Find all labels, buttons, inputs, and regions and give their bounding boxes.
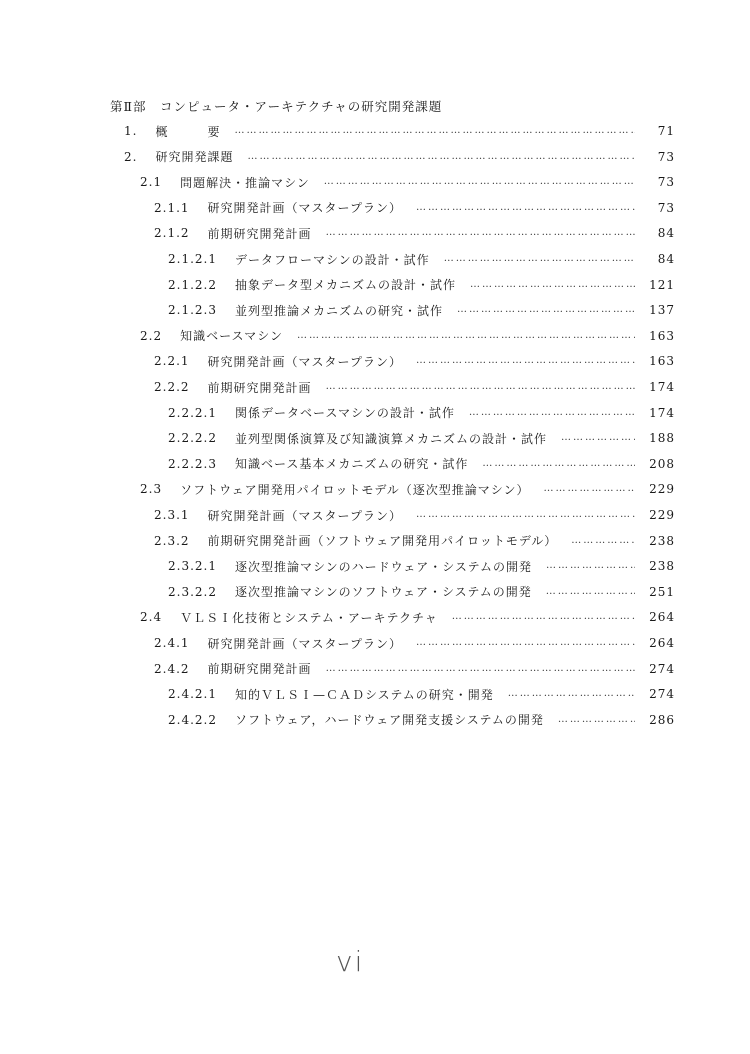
toc-entry-number: 2.4.2.2 [168,712,217,727]
toc-entry-number: 2.2.2 [154,380,190,394]
dot-leader [416,505,635,525]
toc-entry-title: 概 要 [155,124,221,139]
toc-entry-number: 2.2.2.1 [168,405,217,420]
toc-entry-page: 229 [649,508,675,522]
toc-entry-title: ＶＬＳＩ化技術とシステム・アーキテクチャ [180,610,438,625]
toc-entry-page: 286 [649,712,675,727]
toc-entry-page: 229 [649,482,675,497]
dot-leader [326,223,635,243]
dot-leader [561,428,635,448]
dot-leader [457,300,635,320]
toc-entry-page: 84 [657,252,675,266]
toc-entry-title: 研究開発計画（マスタープラン） [207,201,402,216]
toc-entry-page: 73 [657,200,675,215]
dot-leader [326,377,635,397]
toc-entry-page: 264 [649,636,675,650]
toc-entry [154,531,675,551]
toc-entry-title: 研究開発計画（マスタープラン） [207,636,402,651]
toc-entry-page: 121 [649,277,675,292]
toc-entry [168,454,675,474]
toc-entry [168,684,675,704]
toc-entry-number: 2.1.2.3 [168,303,217,318]
toc-entry-title: 知的ＶＬＳＩ—ＣＡＤシステムの研究・開発 [234,687,494,702]
toc-entry-page: 264 [649,610,675,625]
toc-entry-number: 2.1 [140,175,163,190]
dot-leader [297,326,635,346]
toc-entry [168,582,675,602]
dot-leader [543,479,635,499]
dot-leader [416,351,635,371]
toc-entry-title: 前期研究開発計画 [207,380,312,395]
toc-entry-number: 2.4.1 [154,636,190,650]
toc-entry-title: 前期研究開発計画 [207,662,312,677]
toc-entry-number: 2.2.2.3 [168,456,217,471]
toc-entry-page: 163 [649,328,675,343]
toc-entry-title: 研究開発課題 [155,150,234,165]
dot-leader [416,198,635,218]
dot-leader [571,531,635,551]
toc-entry-number: 2. [124,149,138,164]
dot-leader [444,249,635,269]
toc-entry-number: 2.4.2 [154,661,190,676]
toc-entry-title: 知識ベースマシン [180,329,283,344]
toc-entry-title: 並列型関係演算及び知識演算メカニズムの設計・試作 [234,431,547,446]
toc-entry-page: 174 [649,380,675,394]
toc-entry [124,121,675,141]
dot-leader [234,121,635,141]
toc-entry [168,275,675,295]
dot-leader [558,710,635,730]
toc-entry [140,172,675,192]
toc-entry-page: 274 [649,661,675,676]
toc-entry-number: 1. [124,124,138,138]
toc-entry [154,377,675,397]
dot-leader [469,403,635,423]
toc-entry [168,428,675,448]
toc-entry-page: 73 [657,175,675,190]
toc-entry [154,659,675,679]
toc-entry [168,710,675,730]
page-number-mark: vi [336,945,365,978]
toc-entry [140,326,675,346]
toc-entry-page: 71 [657,124,675,138]
toc-entry [154,198,675,218]
dot-leader [324,172,635,192]
toc-entry-page: 174 [649,405,675,420]
toc-entry-number: 2.1.2 [154,226,190,241]
dot-leader [546,556,635,576]
toc-entry-title: 関係データベースマシンの設計・試作 [234,406,455,421]
toc-entry [154,505,675,525]
toc-entry [154,351,675,371]
toc-entry [154,633,675,653]
dot-leader [452,607,635,627]
dot-leader [546,582,635,602]
toc-entry [124,147,675,167]
dot-leader [416,633,635,653]
toc-entry-page: 251 [649,584,675,599]
toc-entry [140,607,675,627]
dot-leader [482,454,635,474]
toc-entry-page: 238 [649,533,675,548]
toc-entry-number: 2.2.1 [154,354,190,369]
toc-entry-page: 238 [649,559,675,574]
toc-entry-number: 2.4.2.1 [168,687,217,702]
toc-entry-page: 73 [657,149,675,164]
toc-entry-number: 2.4 [140,610,163,625]
toc-entry-title: 研究開発計画（マスタープラン） [207,508,402,523]
toc-entry-title: 問題解決・推論マシン [180,175,310,190]
toc-entry-page: 84 [657,226,675,241]
toc-entry-page: 274 [649,687,675,702]
toc-entry [168,249,675,269]
toc-entry-title: ソフトウェア開発用パイロットモデル（逐次型推論マシン） [180,482,530,497]
dot-leader [508,684,635,704]
toc-entry-title: 逐次型推論マシンのハードウェア・システムの開発 [234,559,533,574]
toc-entry [168,556,675,576]
toc-entry-title: 知識ベース基本メカニズムの研究・試作 [234,457,469,472]
toc-entry-page: 163 [649,354,675,369]
toc-entry-page: 137 [649,303,675,318]
toc-entry-title: 研究開発計画（マスタープラン） [207,354,402,369]
toc-entry [140,479,675,499]
toc-entry-title: 前期研究開発計画 [207,226,312,241]
dot-leader [326,659,635,679]
toc-entry-page: 188 [649,431,675,446]
toc-entry-number: 2.2 [140,328,163,343]
toc-entry-number: 2.1.2.1 [168,252,217,266]
toc-entry-number: 2.3 [140,482,163,497]
toc-entry-page: 208 [649,456,675,471]
toc-entry [154,223,675,243]
toc-entry [168,403,675,423]
toc-entry-number: 2.1.1 [154,200,190,215]
toc-entry-number: 2.3.2 [154,533,190,548]
toc-entry-number: 2.2.2.2 [168,431,217,446]
toc-entry-number: 2.3.2.1 [168,559,217,574]
toc-entry-title: ソフトウェア，ハードウェア開発支援システムの開発 [234,713,544,728]
toc-entry-number: 2.3.1 [154,508,190,522]
toc-entry-number: 2.3.2.2 [168,584,217,599]
toc-entry-title: 前期研究開発計画（ソフトウェア開発用パイロットモデル） [207,534,558,549]
toc-entry [168,300,675,320]
dot-leader [247,147,635,167]
toc-entry-number: 2.1.2.2 [168,277,217,292]
part-title: 第Ⅱ部 コンピュータ・アーキテクチャの研究開発課題 [110,99,443,114]
dot-leader [470,275,635,295]
toc-entry-title: 逐次型推論マシンのソフトウェア・システムの開発 [234,585,532,600]
toc-entry-title: 抽象データ型メカニズムの設計・試作 [234,278,456,293]
toc-entry-title: データフローマシンの設計・試作 [234,252,430,267]
toc-entry-title: 並列型推論メカニズムの研究・試作 [234,303,443,318]
